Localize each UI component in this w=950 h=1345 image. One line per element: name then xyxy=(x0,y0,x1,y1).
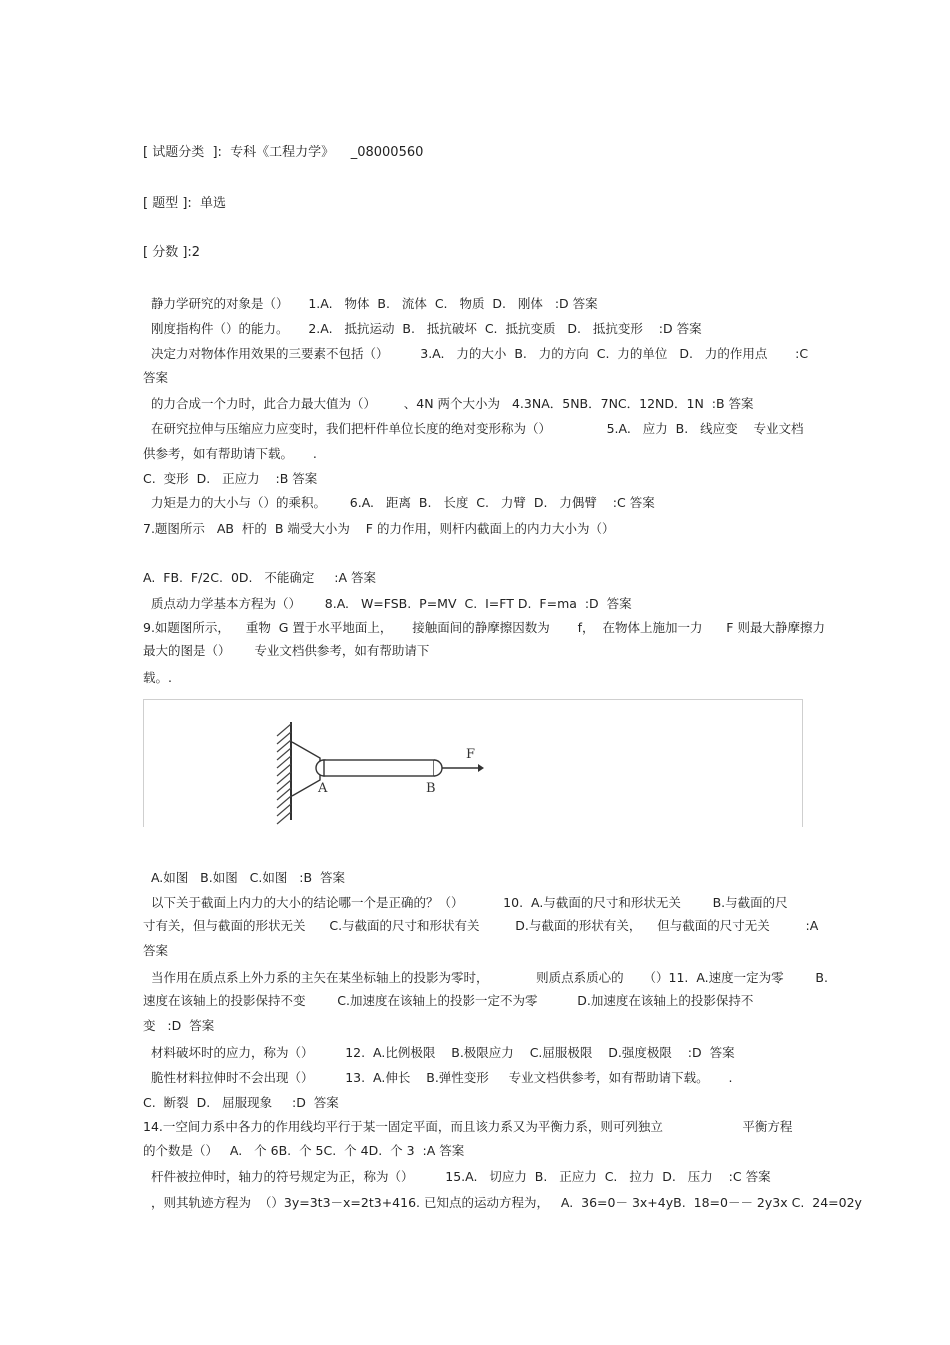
text-line: 静力学研究的对象是（） 1.A. 物体 B. 流体 C. 物质 D. 刚体 :D 答案 xyxy=(143,296,598,311)
text-line: 答案 xyxy=(143,943,169,958)
text-line: 的力合成一个力时，此合力最大值为（） 、4N 两个大小为 4.3NA．5NB．7NC．12ND．1N :B 答案 xyxy=(143,396,754,411)
question-type-line: [ 题型 ]: 单选 xyxy=(143,196,227,211)
figure-box xyxy=(143,699,803,827)
text-line: 答案 xyxy=(143,370,169,385)
text-line: 当作用在质点系上外力系的主矢在某坐标轴上的投影为零时， 则质点系质心的 （）11. A.速度一定为零 B. xyxy=(143,970,828,985)
text-line: 的个数是（） A. 个 6B. 个 5C. 个 4D. 个 3 :A 答案 xyxy=(143,1143,465,1158)
label-f: F xyxy=(466,747,476,762)
cantilever-rod-figure xyxy=(144,700,802,828)
text-line: A. FB. F/2C. 0D. 不能确定 :A 答案 xyxy=(143,570,377,585)
text-line: ，则其轨迹方程为 （）3y=3t3－x=2t3+416. 已知点的运动方程为， A. 36=0－ 3x+4yB. 18=0－－ 2y3x C. 24=02y xyxy=(143,1195,862,1210)
text-line: A.如图 B.如图 C.如图 :B 答案 xyxy=(143,870,345,885)
text-line: 供参考，如有帮助请下载。 . xyxy=(143,446,317,461)
text-line: 载。. xyxy=(143,670,172,685)
text-line: 速度在该轴上的投影保持不变 C.加速度在该轴上的投影一定不为零 D.加速度在该轴上的投影保持不 xyxy=(143,993,754,1008)
wall-hatching xyxy=(277,724,291,824)
text-line: 寸有关，但与截面的形状无关 C.与截面的尺寸和形状有关 D.与截面的形状有关， 但与截面的尺寸无关 :A xyxy=(143,918,819,933)
text-line: 材料破坏时的应力，称为（） 12. A.比例极限 B.极限应力 C.屈服极限 D.强度极限 :D 答案 xyxy=(143,1045,735,1060)
text-line: 9.如题图所示， 重物 G 置于水平地面上， 接触面间的静摩擦因数为 f， 在物体上施加一力 F 则最大静摩擦力 xyxy=(143,620,825,635)
text-line: 最大的图是（） 专业文档供参考，如有帮助请下 xyxy=(143,643,430,658)
rod-ab xyxy=(324,760,434,776)
text-line: 14.一空间力系中各力的作用线均平行于某一固定平面，而且该力系又为平衡力系，则可列独立 平衡方程 xyxy=(143,1119,793,1134)
score-line: [ 分数 ]:2 xyxy=(143,245,201,260)
text-line: 刚度指构件（）的能力。 2.A. 抵抗运动 B. 抵抗破坏 C. 抵抗变质 D. 抵抗变形 :D 答案 xyxy=(143,321,702,336)
label-b: B xyxy=(426,781,436,796)
text-line: 杆件被拉伸时，轴力的符号规定为正，称为（） 15.A. 切应力 B. 正应力 C. 拉力 D. 压力 :C 答案 xyxy=(143,1169,771,1184)
text-line: 7.题图所示 AB 杆的 B 端受大小为 F 的力作用，则杆内截面上的内力大小为（） xyxy=(143,521,615,536)
label-a: A xyxy=(318,781,328,796)
text-line: C. 断裂 D. 屈服现象 :D 答案 xyxy=(143,1095,339,1110)
text-line: 质点动力学基本方程为（） 8.A. W=FSB. P=MV C. I=FT D. F=ma :D 答案 xyxy=(143,596,632,611)
text-line: 决定力对物体作用效果的三要素不包括（） 3.A. 力的大小 B. 力的方向 C. 力的单位 D. 力的作用点 :C xyxy=(143,346,809,361)
text-line: C. 变形 D. 正应力 :B 答案 xyxy=(143,471,318,486)
text-line: 力矩是力的大小与（）的乘积。 6.A. 距离 B. 长度 C. 力臂 D. 力偶臂 :C 答案 xyxy=(143,495,655,510)
text-line: 脆性材料拉伸时不会出现（） 13. A.伸长 B.弹性变形 专业文档供参考，如有帮助请下载。 . xyxy=(143,1070,733,1085)
force-arrowhead xyxy=(478,764,484,772)
category-line: [ 试题分类 ]: 专科《工程力学》 _08000560 xyxy=(143,145,424,160)
text-line: 以下关于截面上内力的大小的结论哪一个是正确的？（） 10. A.与截面的尺寸和形状无关 B.与截面的尺 xyxy=(143,895,788,910)
text-line: 变 :D 答案 xyxy=(143,1018,215,1033)
rod-end-b xyxy=(434,760,442,776)
text-line: 在研究拉伸与压缩应力应变时，我们把杆件单位长度的绝对变形称为（） 5.A. 应力 B. 线应变 专业文档 xyxy=(143,421,804,436)
